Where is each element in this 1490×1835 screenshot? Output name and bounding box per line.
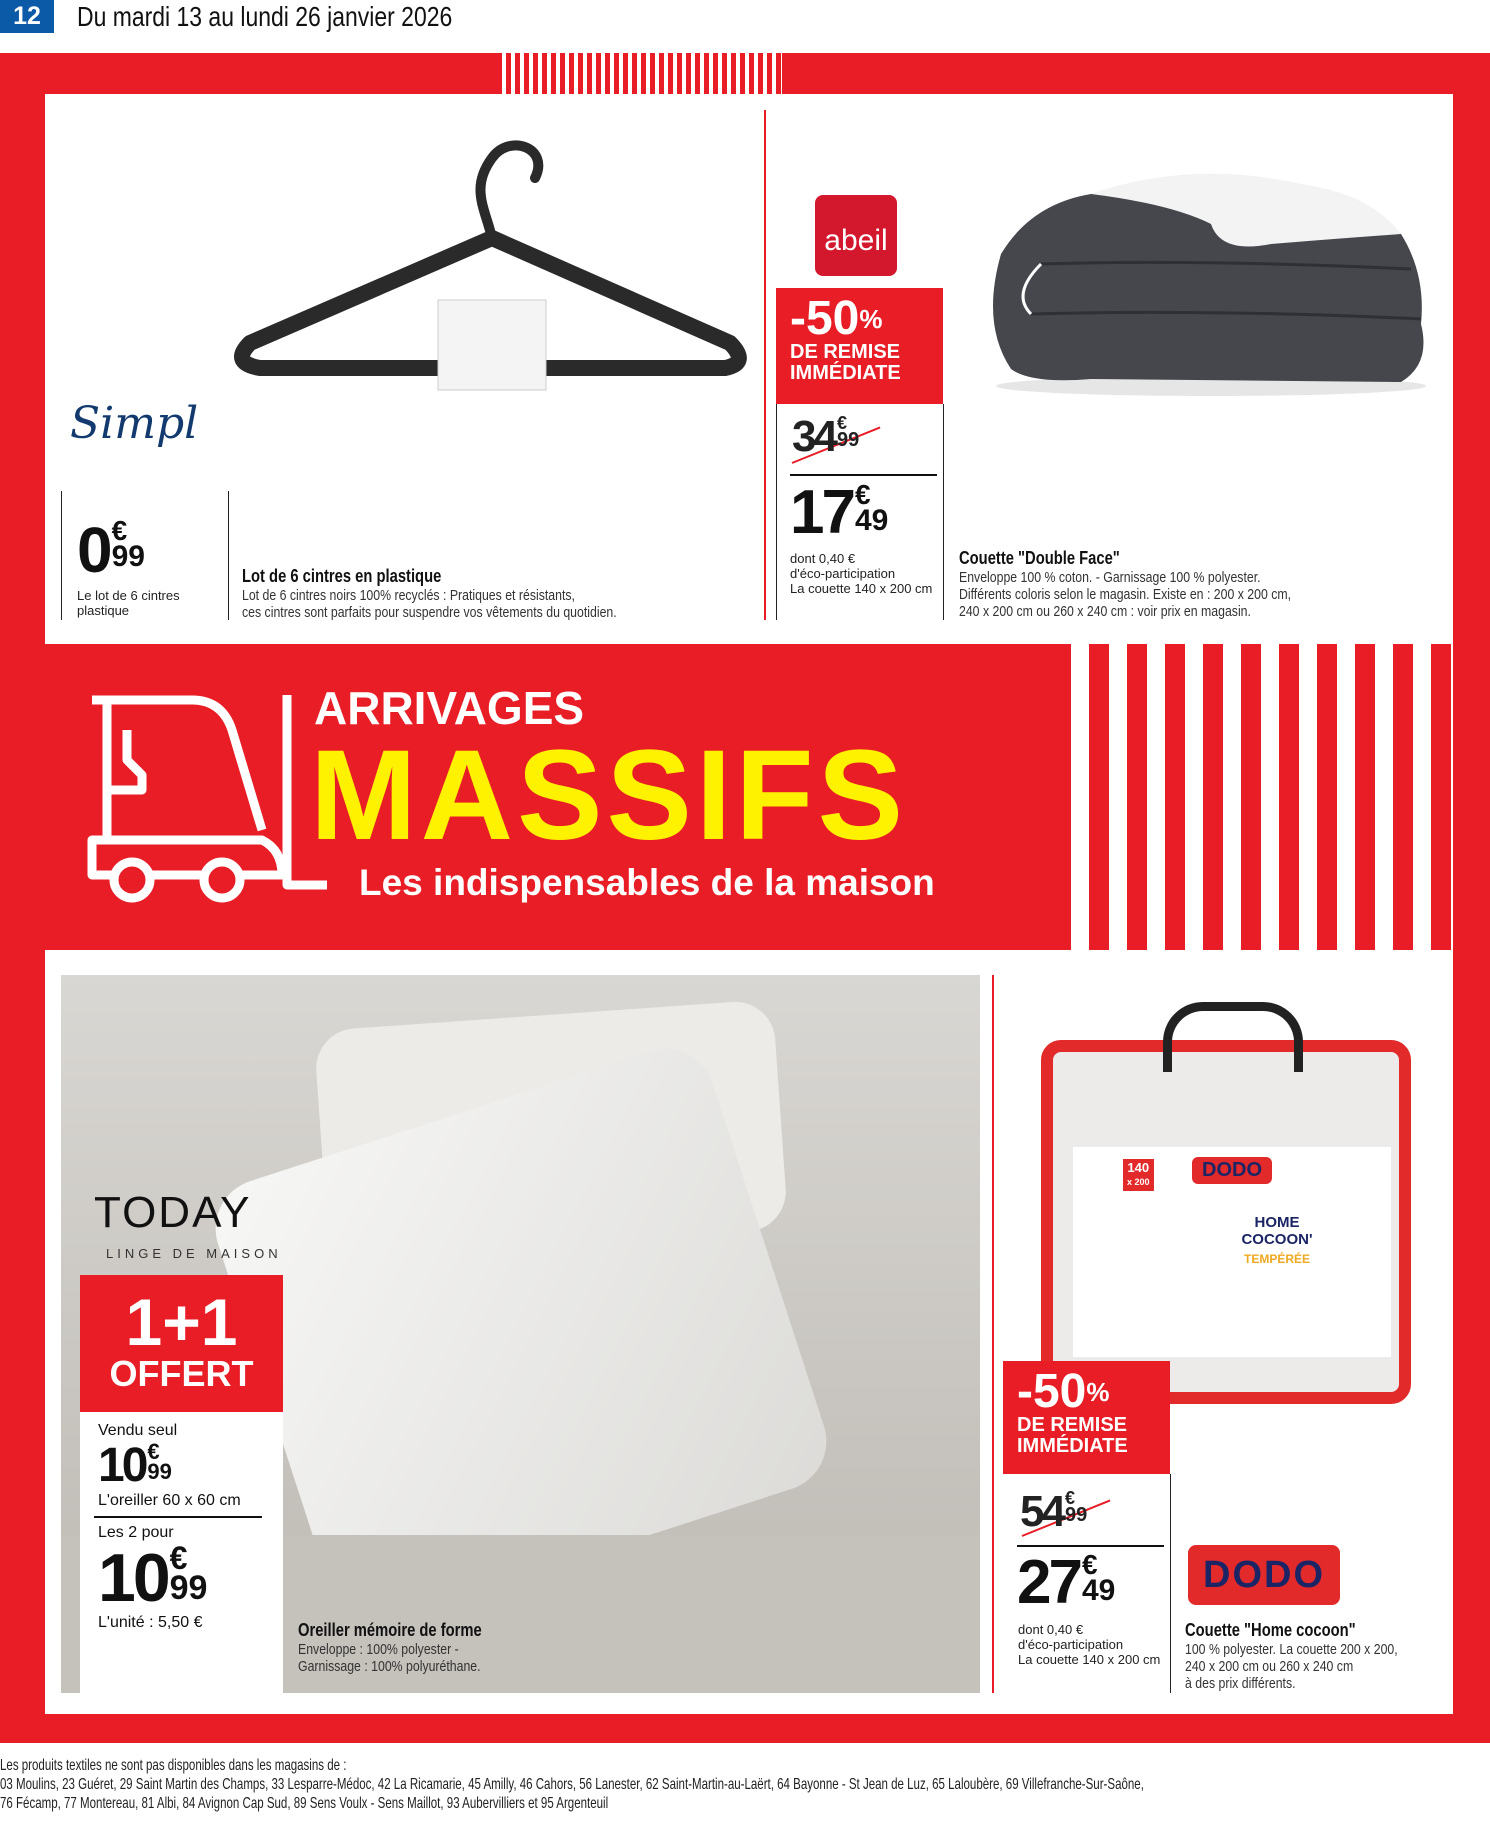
date-range-text: Du mardi 13 au lundi 26 janvier 2026 bbox=[77, 1, 453, 32]
discount-badge bbox=[1003, 1361, 1170, 1474]
discount-value: -50 bbox=[1017, 1365, 1087, 1418]
euro-sign: € bbox=[147, 1439, 160, 1464]
new-price bbox=[790, 478, 889, 547]
euro-sign: € bbox=[1064, 1488, 1075, 1508]
price-separator bbox=[94, 1516, 262, 1518]
price-int: 34 bbox=[792, 412, 835, 461]
desc-line: Enveloppe 100 % coton. - Garnissage 100 % polyester. bbox=[959, 569, 1261, 586]
desc-line: 240 x 200 cm ou 260 x 240 cm bbox=[1185, 1658, 1354, 1675]
desc-line: ces cintres sont parfaits pour suspendre vos vêtements du quotidien. bbox=[242, 604, 617, 621]
eco-line: La couette 140 x 200 cm bbox=[1018, 1652, 1161, 1667]
price-cents: 99 bbox=[836, 429, 860, 452]
divider bbox=[61, 491, 62, 620]
arrivages-banner bbox=[0, 644, 1490, 950]
discount-label: DE REMISE bbox=[1017, 1414, 1128, 1436]
bottom-red-bar bbox=[0, 1714, 1490, 1743]
pillow-price-box bbox=[80, 1412, 283, 1693]
pillow-description bbox=[298, 1620, 522, 1675]
duvet-cocoon-description bbox=[1185, 1620, 1444, 1692]
discount-value: -50 bbox=[790, 292, 860, 345]
footer-line: 03 Moulins, 23 Guéret, 29 Saint Martin des Champs, 33 Lesparre-Médoc, 42 La Ricamarie, 45 Amilly, 46 Cahors, 56 Lanester, 62 Saint-Martin-au-Laërt, 64 Bayonne - St Jean de Luz, 65 Laloubère, 69 Villefranche-Sur-Saône, bbox=[0, 1776, 1144, 1793]
label-size bbox=[1123, 1159, 1154, 1191]
discount-badge bbox=[776, 288, 943, 404]
bag-label bbox=[1073, 1147, 1391, 1357]
eco-line: dont 0,40 € bbox=[790, 551, 856, 566]
single-note: L'oreiller 60 x 60 cm bbox=[98, 1492, 241, 1509]
price-separator bbox=[790, 474, 937, 476]
panel-divider bbox=[764, 110, 766, 620]
banner-stripes bbox=[1071, 644, 1453, 950]
old-price bbox=[1020, 1487, 1088, 1536]
price-int: 0 bbox=[77, 514, 110, 586]
size2: x 200 bbox=[1127, 1177, 1150, 1187]
price-cents: 49 bbox=[1081, 1574, 1116, 1608]
store-availability-note bbox=[0, 1756, 1490, 1813]
offer-badge bbox=[80, 1275, 283, 1412]
price-box-border bbox=[943, 404, 944, 620]
price-separator bbox=[1017, 1545, 1164, 1547]
price-cents: 49 bbox=[854, 504, 889, 538]
offer-value: 1+1 bbox=[125, 1285, 238, 1359]
single-label: Vendu seul bbox=[98, 1422, 178, 1439]
pack-sub: TEMPÉRÉE bbox=[1243, 1252, 1310, 1266]
bag-handle bbox=[1163, 1002, 1303, 1072]
today-logo-sub: LINGE DE MAISON bbox=[106, 1246, 282, 1261]
hanger-price bbox=[77, 514, 145, 586]
eco-participation bbox=[790, 551, 932, 596]
hanger-image bbox=[230, 128, 750, 398]
banner-line2: MASSIFS bbox=[310, 724, 907, 867]
price-box-border bbox=[776, 404, 777, 620]
panel-divider bbox=[992, 975, 994, 1693]
euro-sign: € bbox=[1081, 1549, 1098, 1580]
percent-sign: % bbox=[1086, 1377, 1110, 1407]
eco-line: d'éco-participation bbox=[1018, 1637, 1124, 1652]
size: 140 bbox=[1127, 1160, 1150, 1175]
duvet-image bbox=[971, 164, 1433, 398]
discount-label: IMMÉDIATE bbox=[790, 362, 901, 384]
simpl-logo: Simpl bbox=[70, 398, 199, 449]
eco-line: d'éco-participation bbox=[790, 566, 896, 581]
price-int: 17 bbox=[790, 478, 853, 547]
euro-sign: € bbox=[854, 479, 871, 510]
pair-note: L'unité : 5,50 € bbox=[98, 1614, 203, 1631]
product-title: Couette "Double Face" bbox=[959, 548, 1120, 568]
pack-title: HOME bbox=[1254, 1214, 1300, 1231]
new-price bbox=[1017, 1548, 1116, 1617]
banner-line1: ARRIVAGES bbox=[314, 682, 585, 734]
eco-line: La couette 140 x 200 cm bbox=[790, 581, 933, 596]
product-title: Lot de 6 cintres en plastique bbox=[242, 566, 442, 586]
price-int: 54 bbox=[1020, 1487, 1063, 1536]
price-int: 10 bbox=[98, 1540, 168, 1616]
desc-line: Garnissage : 100% polyuréthane. bbox=[298, 1658, 481, 1675]
price-cents: 99 bbox=[169, 1568, 208, 1607]
abeil-logo: abeil bbox=[815, 195, 897, 276]
price-box-border bbox=[1170, 1474, 1171, 1693]
percent-sign: % bbox=[859, 304, 883, 334]
price-int: 10 bbox=[98, 1439, 146, 1492]
pack-brand: DODO bbox=[1192, 1157, 1272, 1184]
euro-sign: € bbox=[111, 515, 128, 546]
hanger-description bbox=[242, 566, 699, 621]
desc-line: 240 x 200 cm ou 260 x 240 cm : voir prix en magasin. bbox=[959, 603, 1251, 620]
eco-participation bbox=[1018, 1622, 1160, 1667]
product-title: Couette "Home cocoon" bbox=[1185, 1620, 1356, 1640]
date-range bbox=[77, 0, 535, 33]
dodo-logo: DODO bbox=[1188, 1545, 1340, 1605]
divider bbox=[228, 491, 229, 620]
price-cents: 99 bbox=[147, 1458, 172, 1484]
desc-line: Lot de 6 cintres noirs 100% recyclés : Pratiques et résistants, bbox=[242, 587, 575, 604]
desc-line: 100 % polyester. La couette 200 x 200, bbox=[1185, 1641, 1398, 1658]
desc-line: Différents coloris selon le magasin. Existe en : 200 x 200 cm, bbox=[959, 586, 1292, 603]
old-price bbox=[792, 412, 860, 461]
forklift-icon bbox=[82, 690, 327, 910]
barcode-stripes bbox=[497, 53, 782, 94]
price-cents: 99 bbox=[111, 540, 145, 574]
page-number: 12 bbox=[0, 0, 54, 33]
price-cents: 99 bbox=[1064, 1504, 1088, 1527]
price-int: 27 bbox=[1017, 1548, 1080, 1617]
today-logo: TODAY bbox=[94, 1188, 252, 1237]
product-title: Oreiller mémoire de forme bbox=[298, 1620, 482, 1640]
footer-line: Les produits textiles ne sont pas disponibles dans les magasins de : bbox=[0, 1757, 347, 1774]
pack-title: COCOON' bbox=[1241, 1231, 1313, 1248]
desc-line: à des prix différents. bbox=[1185, 1675, 1296, 1692]
euro-sign: € bbox=[169, 1540, 188, 1576]
footer-line: 76 Fécamp, 77 Montereau, 81 Albi, 84 Avignon Cap Sud, 89 Sens Voulx - Sens Maillot, 93 Aubervilliers et 95 Argenteuil bbox=[0, 1795, 609, 1812]
discount-label: IMMÉDIATE bbox=[1017, 1435, 1128, 1457]
pair-label: Les 2 pour bbox=[98, 1524, 174, 1541]
euro-sign: € bbox=[836, 413, 847, 433]
duvet-bag-image bbox=[1041, 1040, 1411, 1404]
offer-label: OFFERT bbox=[109, 1353, 254, 1394]
discount-label: DE REMISE bbox=[790, 341, 901, 363]
price-note: Le lot de 6 cintres plastique bbox=[77, 588, 180, 618]
desc-line: Enveloppe : 100% polyester - bbox=[298, 1641, 459, 1658]
banner-line3: Les indispensables de la maison bbox=[359, 862, 935, 903]
eco-line: dont 0,40 € bbox=[1018, 1622, 1084, 1637]
duvet-double-description bbox=[959, 548, 1364, 620]
